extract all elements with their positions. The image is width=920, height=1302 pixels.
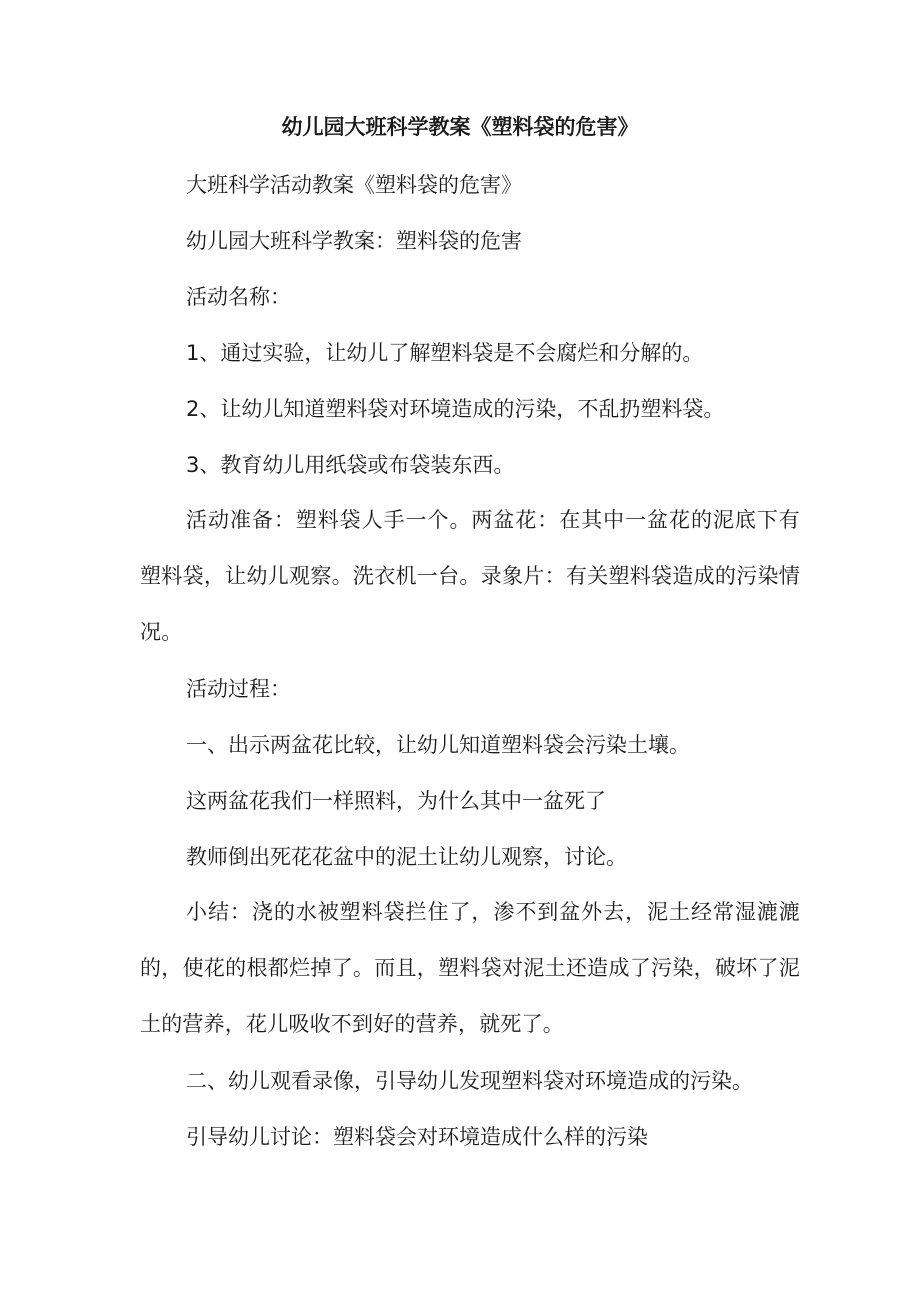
step-one: 一、出示两盆花比较，让幼儿知道塑料袋会污染土壤。 bbox=[186, 733, 690, 757]
goal-item-2: 2、让幼儿知道塑料袋对环境造成的污染，不乱扔塑料袋。 bbox=[186, 397, 725, 421]
summary-paragraph: 小结：浇的水被塑料袋拦住了，渗不到盆外去，泥土经常湿漉漉的，使花的根都烂掉了。而且，塑料袋对泥土还造成了污染，破坏了泥土的营养，花儿吸收不到好的营养，就死了。 bbox=[140, 900, 800, 1036]
goal-item-1: 1、通过实验，让幼儿了解塑料袋是不会腐烂和分解的。 bbox=[186, 341, 704, 365]
discussion-line: 引导幼儿讨论：塑料袋会对环境造成什么样的污染 bbox=[186, 1125, 648, 1149]
heading-line: 幼儿园大班科学教案：塑料袋的危害 bbox=[186, 229, 522, 253]
process-label: 活动过程： bbox=[186, 677, 291, 701]
goal-item-3: 3、教育幼儿用纸袋或布袋装东西。 bbox=[186, 453, 515, 477]
step-two: 二、幼儿观看录像，引导幼儿发现塑料袋对环境造成的污染。 bbox=[186, 1069, 753, 1093]
subtitle-line: 大班科学活动教案《塑料袋的危害》 bbox=[186, 173, 522, 197]
preparation-paragraph: 活动准备：塑料袋人手一个。两盆花：在其中一盆花的泥底下有塑料袋，让幼儿观察。洗衣机一台。录象片：有关塑料袋造成的污染情况。 bbox=[140, 508, 800, 644]
document-title: 幼儿园大班科学教案《塑料袋的危害》 bbox=[281, 115, 639, 139]
activity-name-label: 活动名称： bbox=[186, 285, 291, 309]
teacher-action-line: 教师倒出死花花盆中的泥土让幼儿观察，讨论。 bbox=[186, 845, 627, 869]
question-line: 这两盆花我们一样照料，为什么其中一盆死了 bbox=[186, 789, 606, 813]
